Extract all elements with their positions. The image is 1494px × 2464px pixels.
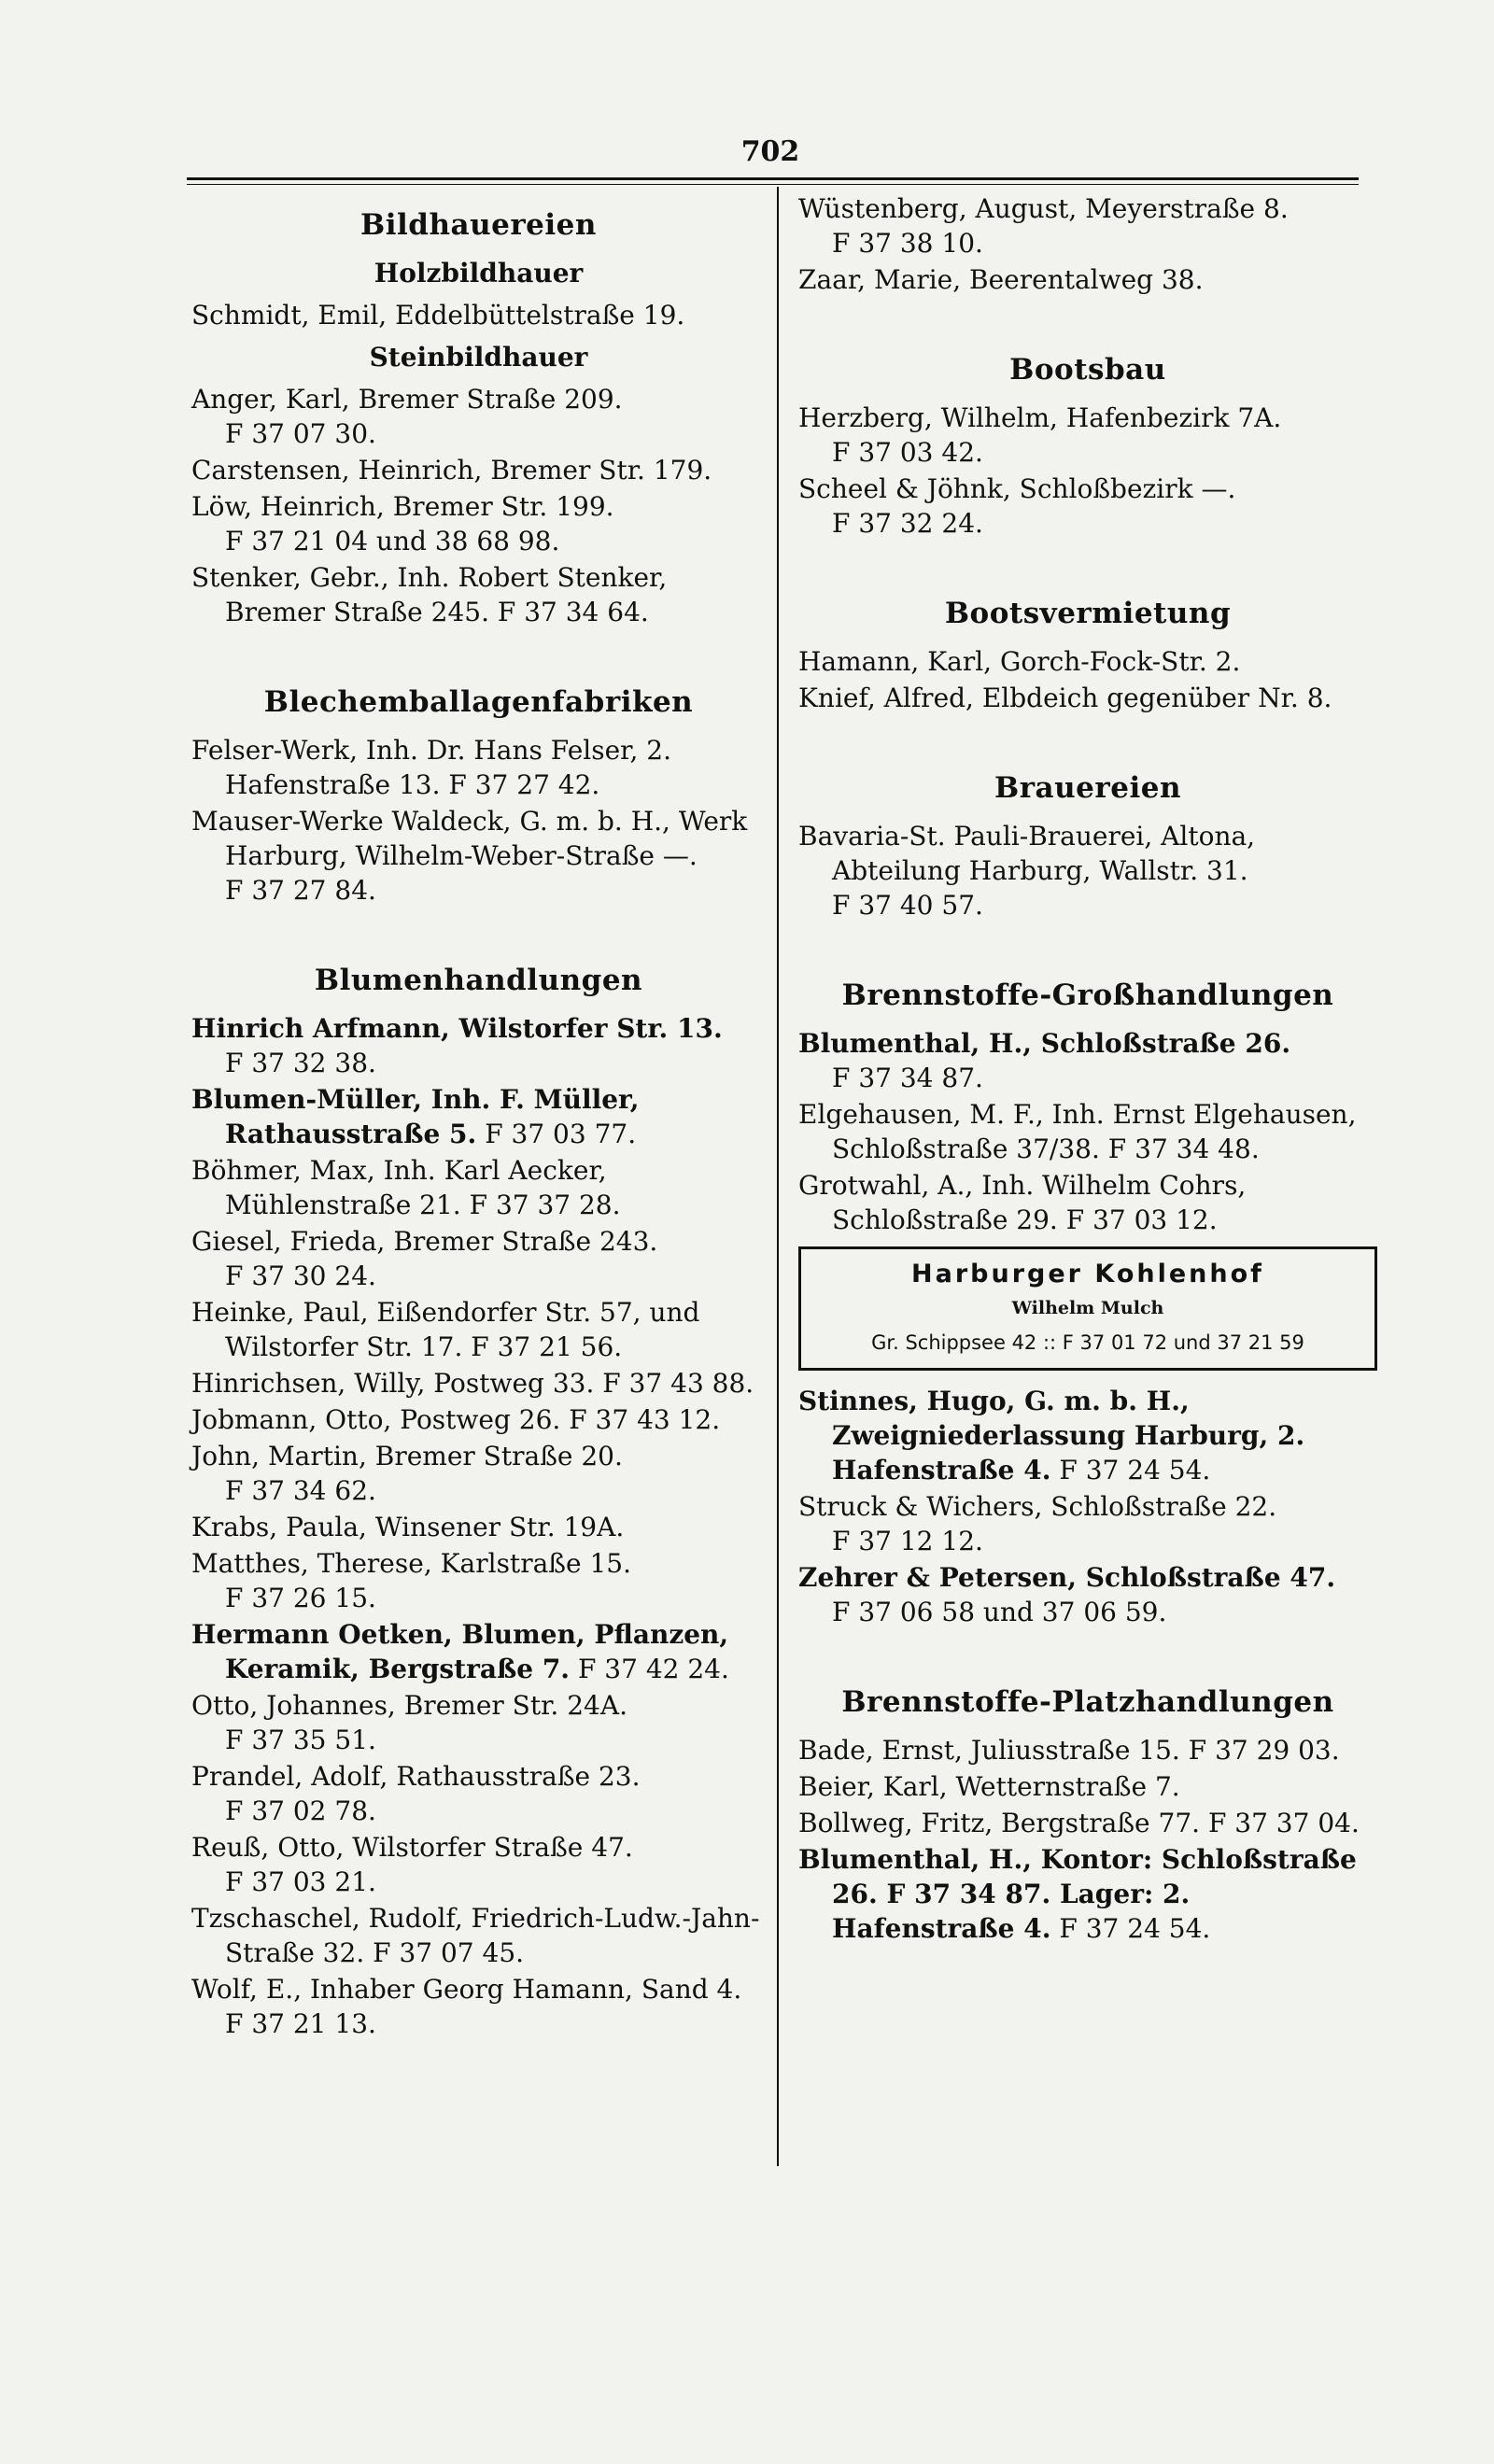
- entry-phone: F 37 07 45.: [373, 1937, 525, 1968]
- entry-text: Prandel, Adolf, Rathausstraße 23.: [191, 1761, 641, 1792]
- subsection-title: Holzbildhauer: [374, 258, 584, 289]
- entry-text: Anger, Karl, Bremer Straße 209.: [191, 384, 623, 415]
- entry-text: Felser-Werk, Inh. Dr. Hans Felser, 2. Hafenstraße 13.: [191, 735, 671, 800]
- entry-phone: F 37 40 57.: [832, 890, 983, 921]
- entry-phone: F 37 07 30.: [225, 418, 376, 449]
- entry-text: Giesel, Frieda, Bremer Straße 243.: [191, 1226, 658, 1257]
- directory-entry: [191, 489, 766, 558]
- entry-phone: F 37 32 24.: [832, 508, 983, 539]
- entry-phone: F 37 37 28.: [469, 1190, 621, 1220]
- directory-entry: [798, 1806, 1377, 1840]
- entry-text: Bavaria-St. Pauli-Brauerei, Altona, Abteilung Harburg, Wallstr. 31.: [798, 821, 1256, 886]
- section-gap: [798, 1631, 1377, 1668]
- section-title: Brauereien: [994, 771, 1181, 805]
- entry-phone: F 37 34 48.: [1107, 1133, 1260, 1164]
- entry-text: Heinke, Paul, Eißendorfer Str. 57, und Wilstorfer Str. 17.: [191, 1297, 700, 1362]
- entry-phone: F 37 21 04 und 38 68 98.: [225, 526, 560, 556]
- directory-entry: [191, 1510, 766, 1544]
- directory-entry: [191, 1972, 766, 2041]
- section-gap: [798, 717, 1377, 754]
- directory-entry: [798, 1560, 1377, 1629]
- entry-text: Hamann, Karl, Gorch-Fock-Str. 2.: [798, 646, 1241, 677]
- directory-entry: [798, 1384, 1377, 1487]
- directory-entry: [191, 1546, 766, 1615]
- entry-text: Blumenthal, H., Schloßstraße 26.: [798, 1028, 1291, 1059]
- directory-entry: [798, 1026, 1377, 1095]
- section-title: Bootsbau: [1009, 353, 1166, 387]
- entry-text: Jobmann, Otto, Postweg 26.: [191, 1404, 561, 1435]
- entry-phone: F 37 35 51.: [225, 1725, 376, 1755]
- entry-phone: F 37 21 56.: [471, 1331, 623, 1362]
- entry-text: Krabs, Paula, Winsener Str. 19A.: [191, 1512, 625, 1542]
- section-title: Bildhauereien: [360, 208, 597, 242]
- directory-entry: [191, 1224, 766, 1293]
- entry-phone: F 37 03 21.: [225, 1866, 376, 1897]
- entry-text: Herzberg, Wilhelm, Hafenbezirk 7A.: [798, 402, 1282, 433]
- section-gap: [798, 924, 1377, 962]
- entry-text: Otto, Johannes, Bremer Str. 24A.: [191, 1690, 627, 1721]
- ad-owner: Wilhelm Mulch: [1011, 1298, 1164, 1318]
- right-column: [798, 191, 1377, 1948]
- entry-phone: F 37 34 87.: [832, 1063, 983, 1093]
- entry-phone: F 37 29 03.: [1188, 1735, 1340, 1766]
- entry-phone: F 37 06 58 und 37 06 59.: [832, 1597, 1167, 1627]
- directory-entry: [191, 1366, 766, 1401]
- directory-entry: [191, 1901, 766, 1970]
- directory-entry: [191, 1082, 766, 1151]
- directory-entry: [191, 1439, 766, 1508]
- entry-text: Löw, Heinrich, Bremer Str. 199.: [191, 491, 614, 522]
- entry-phone: F 37 43 12.: [569, 1404, 721, 1435]
- directory-entry: [191, 1688, 766, 1757]
- entry-text: Elgehausen, M. F., Inh. Ernst Elgehausen, Schloßstraße 37/38.: [798, 1099, 1357, 1164]
- section-gap: [191, 631, 766, 669]
- directory-entry: [798, 1733, 1377, 1767]
- directory-entry: [798, 1168, 1377, 1237]
- entry-text: Zehrer & Petersen, Schloßstraße 47.: [798, 1562, 1336, 1593]
- left-column: [191, 191, 766, 2043]
- directory-entry: [798, 681, 1377, 715]
- entry-text: Hermann Oetken, Blumen, Pflanzen, Keramik, Bergstraße 7.: [191, 1619, 729, 1684]
- entry-text: Grotwahl, A., Inh. Wilhelm Cohrs, Schloßstraße 29.: [798, 1170, 1247, 1235]
- entry-text: Mauser-Werke Waldeck, G. m. b. H., Werk Harburg, Wilhelm-Weber-Straße —.: [191, 806, 748, 871]
- directory-entry: [191, 733, 766, 802]
- directory-entry: [798, 262, 1377, 297]
- directory-entry: [798, 1769, 1377, 1804]
- entry-phone: F 37 42 24.: [577, 1654, 729, 1684]
- entry-phone: F 37 32 38.: [225, 1048, 376, 1078]
- entry-text: Hinrich Arfmann, Wilstorfer Str. 13.: [191, 1013, 723, 1044]
- advertisement-box: [798, 1246, 1377, 1371]
- section-title: Bootsvermietung: [944, 597, 1232, 630]
- entry-text: Struck & Wichers, Schloßstraße 22.: [798, 1491, 1277, 1522]
- entry-phone: F 37 24 54.: [1059, 1913, 1211, 1944]
- entry-phone: F 37 03 42.: [832, 437, 983, 468]
- entry-phone: F 37 21 13.: [225, 2008, 376, 2039]
- entry-phone: F 37 38 10.: [832, 228, 983, 259]
- header-rule: [187, 177, 1359, 180]
- directory-entry: [191, 560, 766, 629]
- entry-text: Knief, Alfred, Elbdeich gegenüber Nr. 8.: [798, 683, 1332, 713]
- entry-text: Schmidt, Emil, Eddelbüttelstraße 19.: [191, 300, 685, 331]
- entry-text: Scheel & Jöhnk, Schloßbezirk —.: [798, 473, 1236, 504]
- entry-text: Bade, Ernst, Juliusstraße 15.: [798, 1735, 1180, 1766]
- entry-phone: F 37 26 15.: [225, 1583, 376, 1613]
- directory-entry: [191, 298, 766, 332]
- entry-text: Carstensen, Heinrich, Bremer Str. 179.: [191, 455, 712, 486]
- entry-text: Stinnes, Hugo, G. m. b. H., Zweigniederlassung Harburg, 2. Hafenstraße 4.: [798, 1386, 1305, 1485]
- directory-entry: [191, 453, 766, 487]
- entry-text: Stenker, Gebr., Inh. Robert Stenker, Bremer Straße 245.: [191, 562, 668, 627]
- entry-phone: F 37 02 78.: [225, 1795, 376, 1826]
- entry-text: Zaar, Marie, Beerentalweg 38.: [798, 264, 1204, 295]
- directory-entry: [191, 1759, 766, 1828]
- entry-phone: F 37 27 42.: [448, 769, 600, 800]
- directory-entry: [798, 472, 1377, 541]
- header-rule-thin: [187, 184, 1359, 185]
- entry-phone: F 37 37 04.: [1207, 1808, 1360, 1838]
- directory-entry: [191, 1011, 766, 1080]
- entry-text: Blumenthal, H., Kontor: Schloßstraße 26. F 37 34 87. Lager: 2. Hafenstraße 4.: [798, 1844, 1357, 1944]
- entry-phone: F 37 34 62.: [225, 1475, 376, 1506]
- section-gap: [798, 542, 1377, 580]
- entry-phone: F 37 24 54.: [1059, 1455, 1211, 1485]
- directory-entry: [191, 804, 766, 908]
- entry-text: Reuß, Otto, Wilstorfer Straße 47.: [191, 1832, 633, 1863]
- directory-entry: [798, 401, 1377, 470]
- directory-entry: [798, 1489, 1377, 1558]
- entry-text: John, Martin, Bremer Straße 20.: [191, 1441, 623, 1471]
- entry-text: Beier, Karl, Wetternstraße 7.: [798, 1771, 1180, 1802]
- directory-entry: [191, 1153, 766, 1222]
- entry-phone: F 37 30 24.: [225, 1260, 376, 1291]
- directory-entry: [191, 1617, 766, 1686]
- directory-entry: [798, 191, 1377, 260]
- entry-phone: F 37 34 64.: [497, 597, 649, 627]
- directory-entry: [798, 1842, 1377, 1946]
- section-title: Brennstoffe-Großhandlungen: [841, 979, 1334, 1012]
- entry-text: Matthes, Therese, Karlstraße 15.: [191, 1548, 631, 1579]
- entry-text: Blumen-Müller, Inh. F. Müller, Rathausstraße 5.: [191, 1084, 640, 1149]
- entry-phone: F 37 12 12.: [832, 1526, 983, 1556]
- section-gap: [191, 909, 766, 947]
- directory-entry: [191, 1295, 766, 1364]
- section-title: Blumenhandlungen: [314, 964, 643, 997]
- section-gap: [798, 299, 1377, 336]
- entry-text: Wolf, E., Inhaber Georg Hamann, Sand 4.: [191, 1974, 742, 2005]
- entry-phone: F 37 03 77.: [485, 1119, 637, 1149]
- ad-company-name: Harburger Kohlenhof: [911, 1260, 1264, 1288]
- page-number: 702: [740, 135, 800, 168]
- entry-phone: F 37 27 84.: [225, 875, 376, 906]
- entry-text: Bollweg, Fritz, Bergstraße 77.: [798, 1808, 1201, 1838]
- directory-entry: [191, 382, 766, 451]
- directory-entry: [798, 819, 1377, 922]
- entry-text: Wüstenberg, August, Meyerstraße 8.: [798, 193, 1289, 224]
- subsection-title: Steinbildhauer: [369, 342, 588, 373]
- entry-text: Hinrichsen, Willy, Postweg 33.: [191, 1368, 595, 1399]
- directory-entry: [191, 1402, 766, 1437]
- column-divider: [777, 187, 779, 2166]
- entry-text: Tzschaschel, Rudolf, Friedrich-Ludw.-Jahn-Straße 32.: [191, 1903, 760, 1968]
- section-title: Blechemballagenfabriken: [263, 685, 694, 719]
- directory-entry: [798, 644, 1377, 679]
- directory-entry: [191, 1830, 766, 1899]
- entry-phone: F 37 43 88.: [602, 1368, 754, 1399]
- directory-entry: [798, 1097, 1377, 1166]
- entry-phone: F 37 03 12.: [1065, 1204, 1218, 1235]
- entry-text: Böhmer, Max, Inh. Karl Aecker, Mühlenstraße 21.: [191, 1155, 607, 1220]
- ad-address: Gr. Schippsee 42 :: F 37 01 72 und 37 21 59: [871, 1331, 1304, 1354]
- section-title: Brennstoffe-Platzhandlungen: [841, 1685, 1334, 1719]
